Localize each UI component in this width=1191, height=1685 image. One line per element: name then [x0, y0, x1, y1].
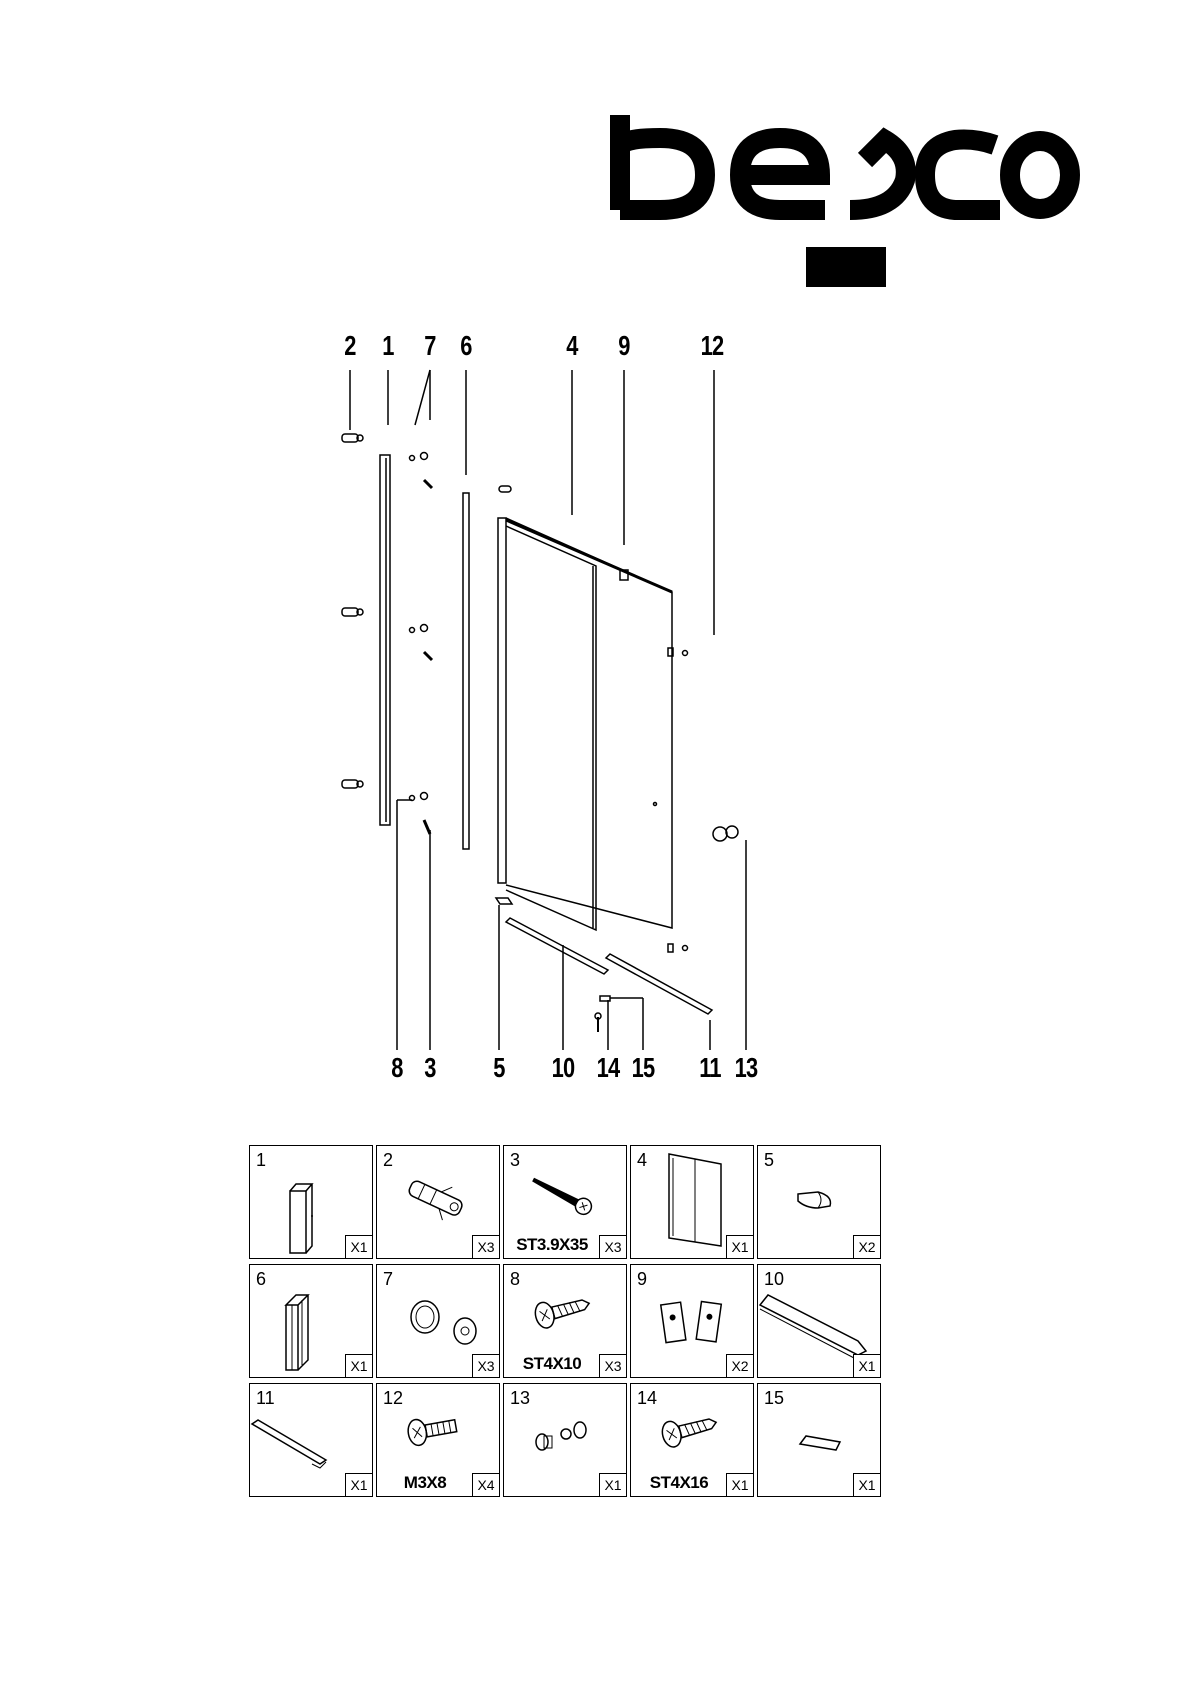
assembly-drawing [300, 330, 800, 1110]
part-quantity: X2 [726, 1354, 753, 1377]
part-cell [503, 1264, 627, 1378]
part-spec: ST4X10 [522, 1354, 582, 1373]
callout-number: 2 [344, 330, 356, 361]
part-number: 4 [637, 1150, 648, 1170]
part-spec: ST3.9X35 [516, 1235, 588, 1254]
part-quantity: X1 [853, 1473, 880, 1496]
part-number: 13 [510, 1388, 531, 1408]
part-quantity: X1 [853, 1354, 880, 1377]
exploded-assembly-diagram [300, 330, 800, 1110]
callout-number: 5 [493, 1052, 505, 1083]
part-number: 6 [256, 1269, 267, 1289]
part-number: 12 [383, 1388, 404, 1408]
part-cell [757, 1264, 881, 1378]
part-cell [757, 1383, 881, 1497]
part-spec: ST4X16 [649, 1473, 709, 1492]
part-quantity: X4 [472, 1473, 499, 1496]
part-quantity: X3 [599, 1354, 626, 1377]
callout-number: 14 [596, 1052, 620, 1083]
callout-number: 15 [631, 1052, 655, 1083]
part-quantity: X3 [599, 1235, 626, 1258]
part-number: 5 [764, 1150, 775, 1170]
callout-number: 10 [551, 1052, 575, 1083]
callout-number: 11 [699, 1052, 721, 1083]
part-number: 2 [383, 1150, 394, 1170]
part-quantity: X1 [345, 1354, 372, 1377]
part-quantity: X2 [853, 1235, 880, 1258]
part-cell [757, 1145, 881, 1259]
besco-logo [600, 100, 1080, 300]
part-cell [630, 1383, 754, 1497]
part-number: 3 [510, 1150, 521, 1170]
part-quantity: X1 [599, 1473, 626, 1496]
part-quantity: X3 [472, 1235, 499, 1258]
part-number: 1 [256, 1150, 267, 1170]
part-cell [249, 1383, 373, 1497]
callout-number: 9 [618, 330, 630, 361]
part-quantity: X1 [726, 1235, 753, 1258]
part-cell [503, 1145, 627, 1259]
part-cell [376, 1264, 500, 1378]
callout-number: 7 [424, 330, 436, 361]
part-cell [503, 1383, 627, 1497]
callout-number: 1 [382, 330, 394, 361]
besco-logo-graphic [600, 100, 1080, 300]
part-cell [376, 1383, 500, 1497]
callout-number: 4 [566, 330, 578, 361]
part-number: 7 [383, 1269, 394, 1289]
part-number: 9 [637, 1269, 648, 1289]
part-number: 10 [764, 1269, 785, 1289]
callout-number: 6 [460, 330, 472, 361]
part-cell [630, 1264, 754, 1378]
part-number: 11 [256, 1388, 275, 1408]
part-cell [376, 1145, 500, 1259]
callout-number: 3 [424, 1052, 436, 1083]
part-quantity: X1 [345, 1235, 372, 1258]
part-number: 15 [764, 1388, 785, 1408]
part-cell [249, 1145, 373, 1259]
part-number: 8 [510, 1269, 521, 1289]
part-cell [630, 1145, 754, 1259]
part-quantity: X1 [726, 1473, 753, 1496]
part-quantity: X3 [472, 1354, 499, 1377]
callout-number: 8 [391, 1052, 403, 1083]
part-number: 14 [637, 1388, 658, 1408]
callout-number: 13 [734, 1052, 758, 1083]
callout-number: 12 [700, 330, 724, 361]
parts-list-grid [249, 1145, 881, 1497]
part-spec: M3X8 [403, 1473, 447, 1492]
part-cell [249, 1264, 373, 1378]
part-quantity: X1 [345, 1473, 372, 1496]
